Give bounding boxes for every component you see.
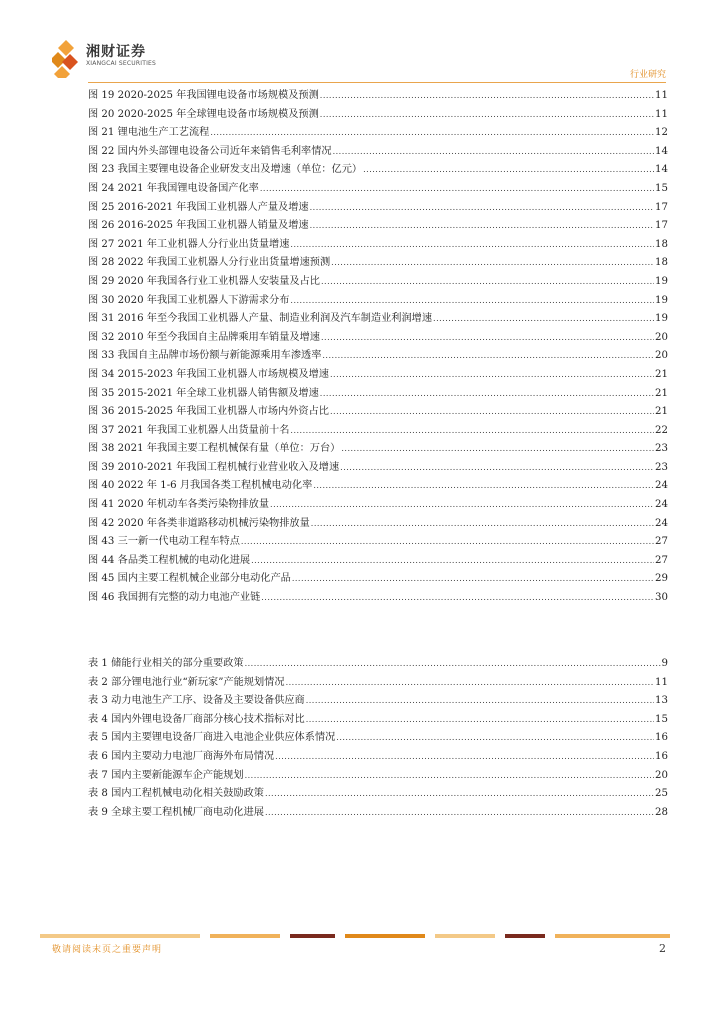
figure-toc-entry[interactable]: [88, 199, 668, 218]
toc-dot-leader: [270, 496, 654, 515]
toc-entry-page: 30: [655, 592, 668, 604]
toc-entry-label: 表 1 储能行业相关的部分重要政策: [88, 658, 244, 669]
toc-entry-label: 表 9 全球主要工程机械厂商电动化进展: [88, 806, 264, 818]
toc-entry-label: 图 24 2021 年我国锂电设备国产化率: [88, 182, 259, 194]
toc-entry-label: 图 37 2021 年我国工业机器人出货量前十名: [88, 424, 290, 436]
toc-dot-leader: [311, 515, 654, 534]
page-number: 2: [659, 942, 666, 955]
toc-entry-page: 19: [655, 294, 668, 306]
toc-dot-leader: [330, 403, 654, 422]
toc-entry-page: 17: [655, 201, 668, 213]
toc-entry-page: 15: [655, 713, 668, 725]
figure-toc-entry[interactable]: [88, 385, 668, 404]
toc-entry-label: 图 44 各品类工程机械的电动化进展: [88, 554, 251, 566]
logo-chinese-name: 湘财证券: [86, 44, 146, 60]
toc-entry-label: 图 34 2015-2023 年我国工业机器人市场规模及增速: [88, 368, 329, 380]
toc-entry-label: 图 26 2016-2025 年我国工业机器人销量及增速: [88, 220, 309, 232]
header-divider: [88, 82, 666, 83]
toc-entry-label: 图 31 2016 年至今我国工业机器人产量、制造业利润及汽车制造业利润增速: [88, 313, 433, 325]
figure-toc-entry[interactable]: [88, 570, 668, 589]
toc-dot-leader: [320, 106, 654, 125]
toc-dot-leader: [321, 329, 654, 348]
toc-entry-label: 图 41 2020 年机动车各类污染物排放量: [88, 499, 270, 511]
figure-toc-entry[interactable]: [88, 366, 668, 385]
toc-entry-page: 16: [655, 750, 668, 762]
toc-entry-page: 17: [655, 220, 668, 232]
table-toc-entry[interactable]: [88, 804, 668, 823]
table-toc-entry[interactable]: [88, 767, 668, 786]
toc-dot-leader: [320, 87, 654, 106]
toc-entry-label: 图 39 2010-2021 年我国工程机械行业营业收入及增速: [88, 461, 340, 473]
toc-entry-page: 18: [655, 238, 668, 250]
toc-entry-page: 12: [655, 127, 668, 139]
toc-entry-page: 24: [655, 517, 668, 529]
page-header: [0, 0, 724, 90]
table-toc-entry[interactable]: [88, 674, 668, 693]
table-toc-entry[interactable]: [88, 748, 668, 767]
figure-toc-entry[interactable]: [88, 422, 668, 441]
toc-entry-label: 图 36 2015-2025 年我国工业机器人市场内外资占比: [88, 406, 329, 418]
toc-entry-label: 图 38 2021 年我国主要工程机械保有量（单位：万台）: [88, 443, 341, 455]
toc-entry-label: 图 35 2015-2021 年全球工业机器人销售额及增速: [88, 387, 319, 399]
toc-dot-leader: [333, 143, 654, 162]
figure-toc-entry[interactable]: [88, 403, 668, 422]
figure-toc-entry[interactable]: [88, 236, 668, 255]
figure-toc-entry[interactable]: [88, 180, 668, 199]
figure-toc-entry[interactable]: [88, 161, 668, 180]
figure-toc-entry[interactable]: [88, 589, 668, 608]
toc-entry-label: 图 29 2020 年我国各行业工业机器人安装量及占比: [88, 275, 320, 287]
figure-toc-entry[interactable]: [88, 124, 668, 143]
toc-entry-page: 13: [655, 695, 668, 707]
toc-dot-leader: [322, 347, 654, 366]
figure-toc-entry[interactable]: [88, 310, 668, 329]
figure-toc-entry[interactable]: [88, 440, 668, 459]
figure-toc-entry[interactable]: [88, 143, 668, 162]
toc-entry-label: 图 32 2010 年至今我国自主品牌乘用车销量及增速: [88, 331, 320, 343]
toc-entry-label: 图 28 2022 年我国工业机器人分行业出货量增速预测: [88, 257, 331, 269]
toc-dot-leader: [313, 477, 654, 496]
toc-entry-label: 图 27 2021 年工业机器人分行业出货量增速: [88, 238, 290, 250]
toc-entry-page: 25: [655, 788, 668, 800]
figure-toc-entry[interactable]: [88, 273, 668, 292]
toc-entry-label: 表 5 国内主要锂电设备厂商进入电池企业供应体系情况: [88, 732, 336, 744]
toc-entry-page: 14: [655, 164, 668, 176]
toc-dot-leader: [251, 552, 654, 571]
toc-entry-page: 27: [655, 554, 668, 566]
toc-entry-page: 24: [655, 480, 668, 492]
table-toc-entry[interactable]: [88, 655, 668, 674]
toc-dot-leader: [290, 292, 654, 311]
figure-toc-entry[interactable]: [88, 477, 668, 496]
toc-entry-page: 21: [655, 387, 668, 399]
toc-dot-leader: [306, 692, 654, 711]
xiangcai-logo-icon: [52, 38, 82, 78]
section-label: 行业研究: [629, 70, 666, 80]
toc-dot-leader: [265, 785, 654, 804]
toc-dot-leader: [210, 124, 654, 143]
toc-dot-leader: [292, 570, 654, 589]
table-toc-entry[interactable]: [88, 785, 668, 804]
toc-entry-label: 图 33 我国自主品牌市场份额与新能源乘用车渗透率: [88, 350, 322, 362]
table-list: [88, 655, 668, 822]
toc-dot-leader: [320, 385, 654, 404]
footer-divider: [40, 934, 670, 939]
toc-dot-leader: [265, 804, 654, 823]
toc-entry-label: 表 7 国内主要新能源车企产能规划: [88, 769, 244, 781]
toc-dot-leader: [330, 366, 654, 385]
table-toc-entry[interactable]: [88, 711, 668, 730]
toc-entry-page: 16: [655, 732, 668, 744]
figure-toc-entry[interactable]: [88, 217, 668, 236]
toc-entry-label: 表 3 动力电池生产工序、设备及主要设备供应商: [88, 695, 305, 707]
figure-toc-entry[interactable]: [88, 254, 668, 273]
toc-entry-page: 19: [655, 275, 668, 287]
toc-dot-leader: [331, 254, 654, 273]
toc-entry-label: 表 6 国内主要动力电池厂商海外布局情况: [88, 750, 275, 762]
figure-toc-entry[interactable]: [88, 552, 668, 571]
toc-dot-leader: [245, 655, 661, 674]
toc-dot-leader: [290, 422, 654, 441]
toc-entry-label: 表 2 部分锂电池行业“新玩家”产能规划情况: [88, 676, 285, 688]
figure-toc-entry[interactable]: [88, 329, 668, 348]
toc-dot-leader: [321, 273, 654, 292]
toc-entry-page: 24: [655, 499, 668, 511]
table-toc-entry[interactable]: [88, 729, 668, 748]
toc-entry-page: 29: [655, 573, 668, 585]
figure-toc-entry[interactable]: [88, 533, 668, 552]
toc-dot-leader: [433, 310, 654, 329]
logo-english-name: XIANGCAI SECURITIES: [86, 60, 157, 67]
figure-toc-entry[interactable]: [88, 347, 668, 366]
toc-dot-leader: [261, 589, 654, 608]
toc-entry-label: 图 40 2022 年 1-6 月我国各类工程机械电动化率: [88, 480, 313, 492]
toc-entry-label: 图 43 三一新一代电动工程车特点: [88, 536, 240, 548]
figure-toc-entry[interactable]: [88, 106, 668, 125]
toc-dot-leader: [286, 674, 654, 693]
toc-entry-page: 21: [655, 406, 668, 418]
figure-list: [88, 87, 668, 608]
toc-dot-leader: [336, 729, 654, 748]
figure-toc-entry[interactable]: [88, 515, 668, 534]
toc-entry-label: 表 8 国内工程机械电动化相关鼓励政策: [88, 788, 264, 800]
toc-entry-label: 图 30 2020 年我国工业机器人下游需求分布: [88, 294, 290, 306]
figure-toc-entry[interactable]: [88, 292, 668, 311]
toc-entry-page: 9: [661, 658, 668, 669]
toc-entry-label: 图 45 国内主要工程机械企业部分电动化产品: [88, 573, 291, 585]
toc-entry-page: 11: [655, 108, 668, 120]
toc-entry-page: 28: [655, 806, 668, 818]
toc-entry-page: 22: [655, 424, 668, 436]
toc-entry-page: 20: [655, 769, 668, 781]
toc-entry-page: 15: [655, 182, 668, 194]
toc-entry-page: 11: [655, 90, 668, 101]
table-toc-entry[interactable]: [88, 692, 668, 711]
toc-dot-leader: [363, 161, 654, 180]
disclaimer-note: 敬请阅读末页之重要声明: [52, 945, 163, 955]
toc-dot-leader: [260, 180, 654, 199]
figure-toc-entry[interactable]: [88, 496, 668, 515]
toc-dot-leader: [275, 748, 654, 767]
toc-entry-label: 图 42 2020 年各类非道路移动机械污染物排放量: [88, 517, 310, 529]
toc-dot-leader: [340, 459, 654, 478]
toc-entry-page: 18: [655, 257, 668, 269]
toc-entry-page: 21: [655, 368, 668, 380]
toc-entry-page: 19: [655, 313, 668, 325]
figure-toc-entry[interactable]: [88, 459, 668, 478]
toc-dot-leader: [290, 236, 654, 255]
toc-dot-leader: [245, 767, 654, 786]
toc-dot-leader: [341, 440, 654, 459]
logo-text: [86, 44, 156, 68]
toc-entry-label: 图 19 2020-2025 年我国锂电设备市场规模及预测: [88, 90, 319, 101]
toc-dot-leader: [306, 711, 654, 730]
toc-entry-label: 图 22 国内外头部锂电设备公司近年来销售毛利率情况: [88, 145, 332, 157]
toc-dot-leader: [241, 533, 654, 552]
toc-entry-page: 14: [655, 145, 668, 157]
toc-entry-label: 表 4 国内外锂电设备厂商部分核心技术指标对比: [88, 713, 305, 725]
toc-dot-leader: [310, 217, 654, 236]
toc-dot-leader: [310, 199, 654, 218]
toc-entry-label: 图 23 我国主要锂电设备企业研发支出及增速（单位：亿元）: [88, 164, 363, 176]
toc-entry-page: 23: [655, 461, 668, 473]
toc-entry-page: 23: [655, 443, 668, 455]
toc-entry-label: 图 20 2020-2025 年全球锂电设备市场规模及预测: [88, 108, 319, 120]
toc-entry-page: 27: [655, 536, 668, 548]
toc-entry-label: 图 21 锂电池生产工艺流程: [88, 127, 210, 139]
toc-entry-page: 11: [655, 676, 668, 688]
toc-entry-label: 图 25 2016-2021 年我国工业机器人产量及增速: [88, 201, 309, 213]
toc-entry-page: 20: [655, 350, 668, 362]
figure-toc-entry[interactable]: [88, 87, 668, 106]
toc-entry-label: 图 46 我国拥有完整的动力电池产业链: [88, 592, 261, 604]
toc-entry-page: 20: [655, 331, 668, 343]
